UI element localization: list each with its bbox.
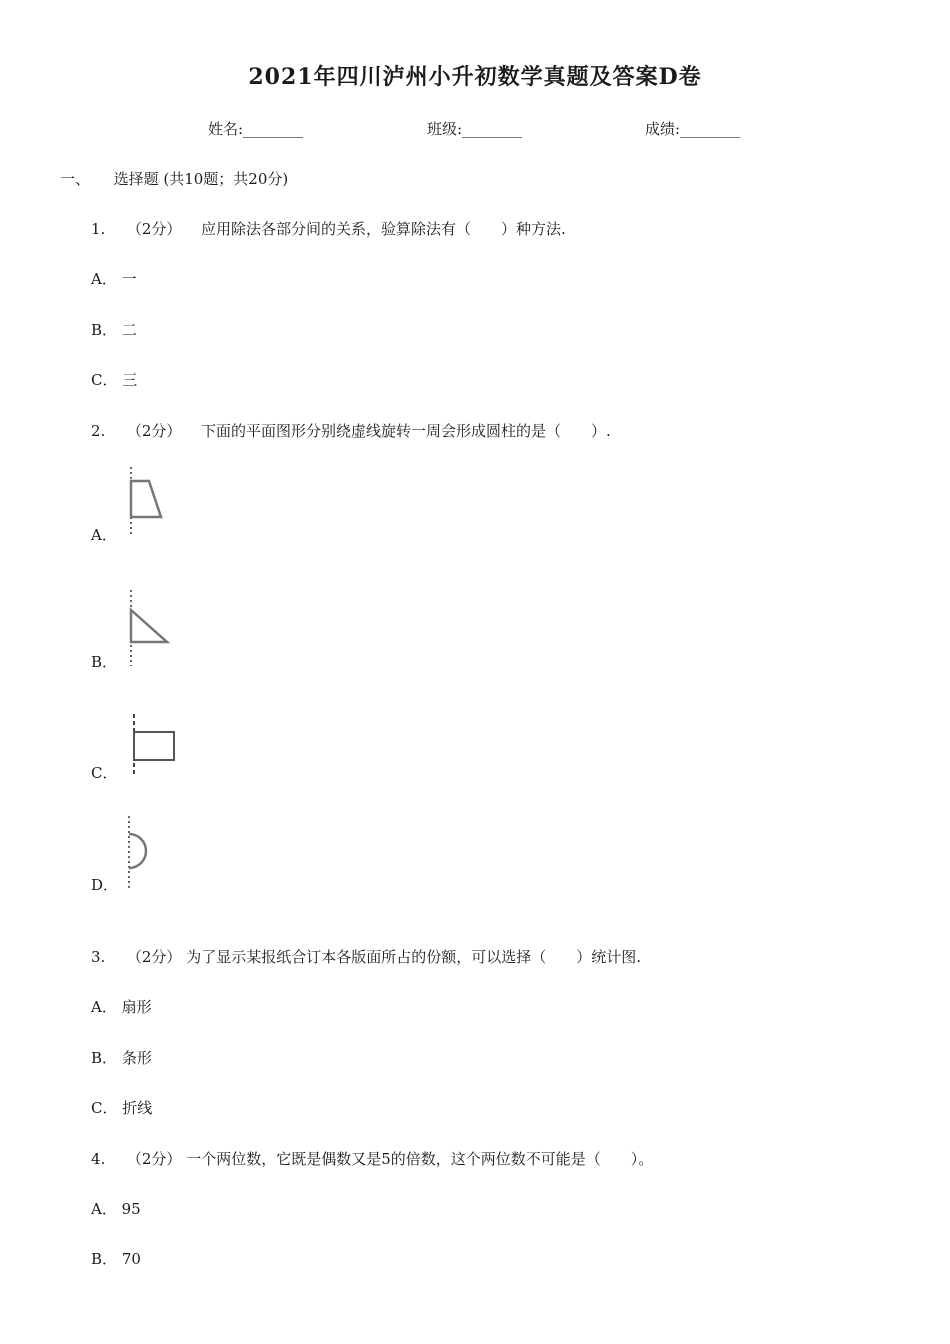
- option-text: 折线: [122, 1099, 153, 1117]
- option-label: B．: [91, 1049, 118, 1067]
- question-points: （2分）: [126, 948, 182, 966]
- rectangle-shape: [134, 732, 174, 760]
- q4-option-b[interactable]: [91, 1248, 141, 1269]
- question-text: 下面的平面图形分别绕虚线旋转一周会形成圆柱的是（ ）.: [200, 422, 611, 440]
- trapezoid-figure: [120, 465, 180, 540]
- page-title: 2021年四川泸州小升初数学真题及答案D卷: [248, 64, 702, 90]
- triangle-shape: [131, 610, 167, 642]
- question-points: （2分）: [126, 422, 182, 440]
- question-text: 应用除法各部分间的关系，验算除法有（ ）种方法.: [200, 220, 566, 238]
- question-1: [91, 218, 566, 239]
- option-label: D．: [91, 876, 119, 894]
- section-number: 一、: [60, 170, 91, 188]
- question-number: 3.: [91, 948, 106, 966]
- q2-option-c[interactable]: [91, 762, 117, 783]
- section-label: 选择题 (共10题；共20分): [113, 170, 289, 188]
- option-text: 70: [121, 1250, 141, 1268]
- q2-option-d[interactable]: [91, 874, 118, 895]
- option-label: C．: [91, 764, 118, 782]
- q4-option-a[interactable]: [91, 1198, 141, 1219]
- question-text: 一个两位数，它既是偶数又是5的倍数，这个两位数不可能是（ ）。: [186, 1150, 654, 1168]
- name-field: 姓名:________: [208, 120, 304, 138]
- option-label: C．: [91, 371, 118, 389]
- q2-option-a[interactable]: [91, 524, 117, 545]
- q1-option-b[interactable]: [91, 319, 137, 340]
- question-4: [91, 1148, 653, 1169]
- trapezoid-shape: [131, 481, 161, 517]
- triangle-figure: [120, 588, 180, 668]
- option-text: 条形: [121, 1049, 152, 1067]
- question-text: 为了显示某报纸合订本各版面所占的份额，可以选择（ ）统计图.: [186, 948, 641, 966]
- option-label: A．: [91, 270, 117, 288]
- q1-option-c[interactable]: [91, 369, 137, 390]
- option-label: B．: [91, 1250, 118, 1268]
- q2-option-b[interactable]: [91, 651, 117, 672]
- q1-option-a[interactable]: [91, 268, 137, 289]
- question-2: [91, 420, 611, 441]
- option-label: B．: [91, 653, 118, 671]
- option-label: C．: [91, 1099, 118, 1117]
- q3-option-a[interactable]: [91, 996, 152, 1017]
- semicircle-figure: [120, 814, 170, 890]
- section-heading: [60, 168, 288, 189]
- q3-option-c[interactable]: [91, 1097, 152, 1118]
- option-label: A．: [91, 998, 117, 1016]
- q3-option-b[interactable]: [91, 1047, 152, 1068]
- rectangle-figure: [120, 713, 180, 779]
- option-label: A．: [91, 526, 117, 544]
- semicircle-shape: [129, 834, 146, 868]
- question-number: 2.: [91, 422, 106, 440]
- option-label: A．: [91, 1200, 117, 1218]
- question-points: （2分）: [126, 220, 182, 238]
- question-points: （2分）: [126, 1150, 182, 1168]
- option-text: 三: [122, 371, 138, 389]
- option-text: 95: [121, 1200, 141, 1218]
- class-field: 班级:________: [427, 120, 523, 138]
- question-number: 4.: [91, 1150, 106, 1168]
- question-number: 1.: [91, 220, 106, 238]
- option-label: B．: [91, 321, 118, 339]
- option-text: 扇形: [121, 998, 152, 1016]
- option-text: 一: [121, 270, 137, 288]
- score-field: 成绩:________: [645, 120, 741, 138]
- option-text: 二: [121, 321, 137, 339]
- question-3: [91, 946, 641, 967]
